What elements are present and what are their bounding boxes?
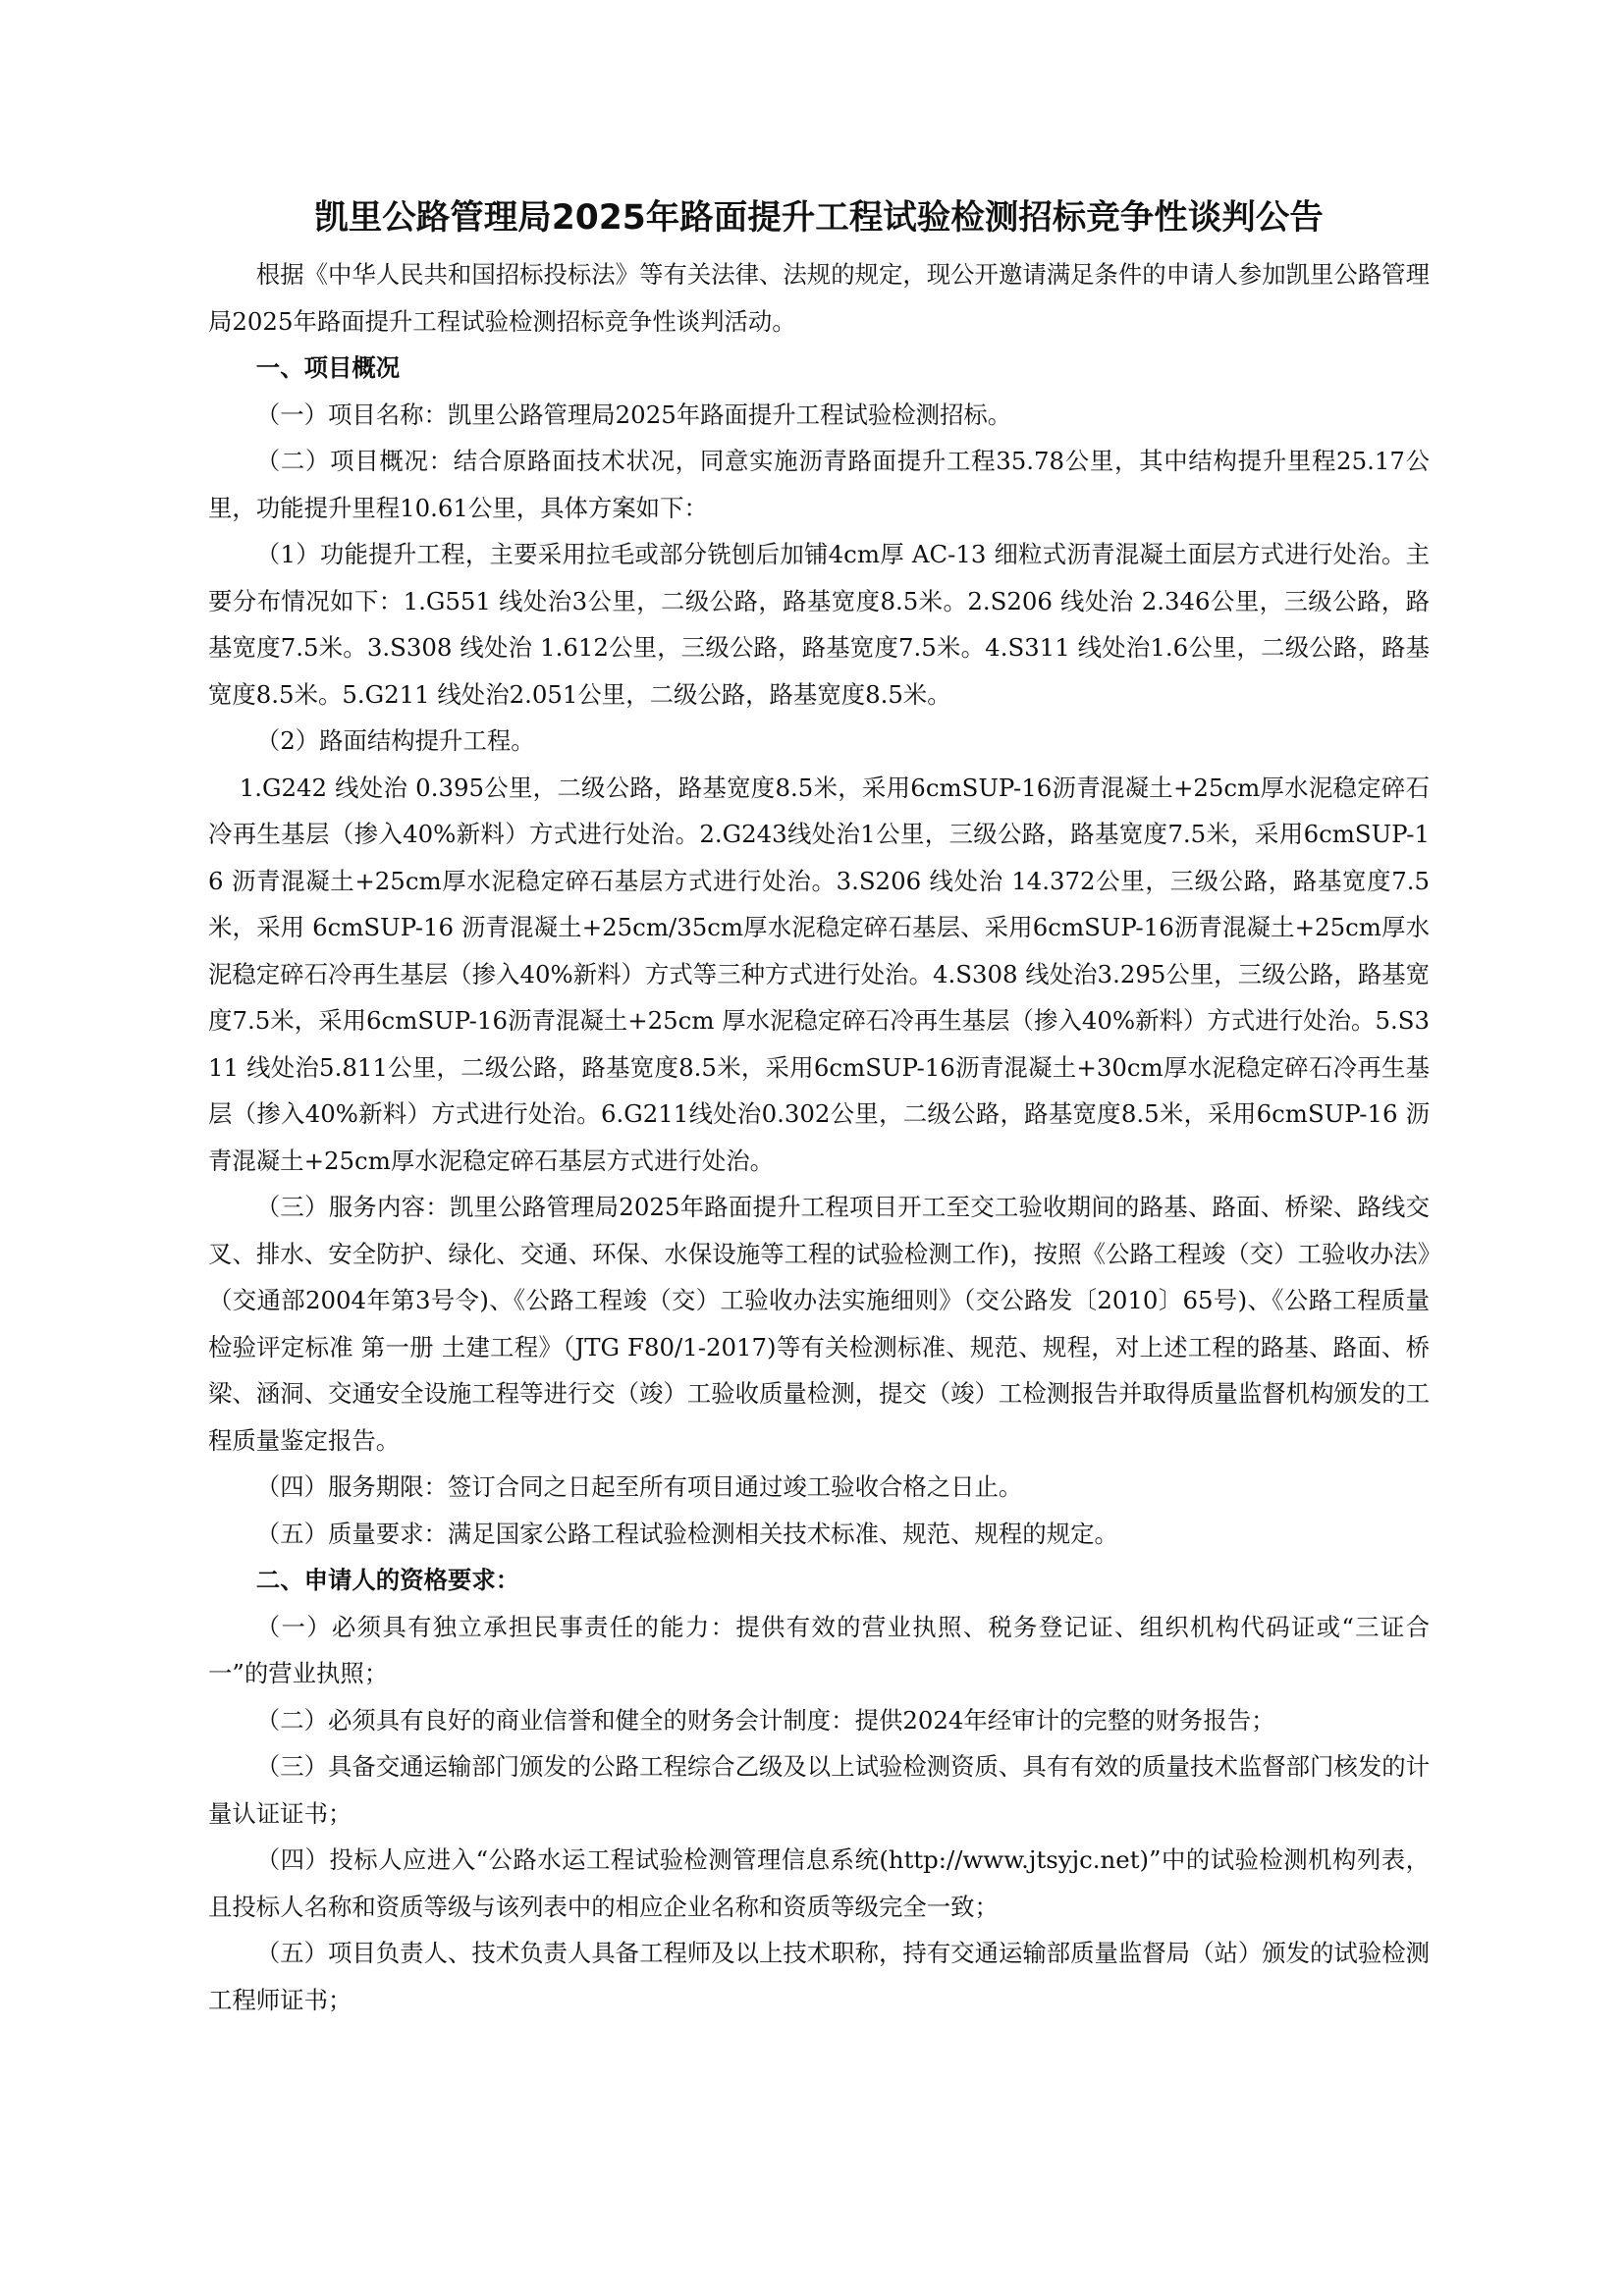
qualification-5-paragraph: （五）项目负责人、技术负责人具备工程师及以上技术职称，持有交通运输部质量监督局（站）颁发的试验检测工程师证书； [208, 1939, 1430, 2014]
structural-improvement-paragraph: 1.G242 线处治 0.395公里，二级公路，路基宽度8.5米，采用6cmSUP-16沥青混凝土+25cm厚水泥稳定碎石冷再生基层（掺入40%新料）方式进行处治。2.G243线处治1公里，三级公路，路基宽度7.5米，采用6cmSUP-16 沥青混凝土+25cm厚水泥稳定碎石基层方式进行处治。3.S206 线处治 14.372公里，三级公路，路基宽度7.5米，采用 6cmSUP-16 沥青混凝土+25cm/35cm厚水泥稳定碎石基层、采用6cmSUP-16沥青混凝土+25cm厚水泥稳定碎石冷再生基层（掺入40%新料）方式等三种方式进行处治。4.S308 线处治3.295公里，三级公路，路基宽度7.5米，采用6cmSUP-16沥青混凝土+25cm 厚水泥稳定碎石冷再生基层（掺入40%新料）方式进行处治。5.S311 线处治5.811公里，二级公路，路基宽度8.5米，采用6cmSUP-16沥青混凝土+30cm厚水泥稳定碎石冷再生基层（掺入40%新料）方式进行处治。6.G211线处治0.302公里，二级公路，路基宽度8.5米，采用6cmSUP-16 沥青混凝土+25cm厚水泥稳定碎石基层方式进行处治。 [208, 773, 1430, 1175]
structural-improvement-heading: （2）路面结构提升工程。 [255, 726, 535, 755]
quality-requirement-paragraph: （五）质量要求：满足国家公路工程试验检测相关技术标准、规范、规程的规定。 [255, 1519, 1118, 1548]
project-name-paragraph: （一）项目名称：凯里公路管理局2025年路面提升工程试验检测招标。 [255, 400, 1012, 429]
section-heading-project-overview: 一、项目概况 [255, 353, 401, 382]
project-overview-paragraph: （二）项目概况：结合原路面技术状况，同意实施沥青路面提升工程35.78公里，其中结构提升里程25.17公里，功能提升里程10.61公里，具体方案如下： [208, 447, 1430, 522]
document-title: 凯里公路管理局2025年路面提升工程试验检测招标竞争性谈判公告 [314, 198, 1324, 238]
document-page [208, 192, 1430, 2023]
qualification-3-paragraph: （三）具备交通运输部门颁发的公路工程综合乙级及以上试验检测资质、具有有效的质量技术监督部门核发的计量认证证书； [208, 1752, 1430, 1828]
qualification-4-paragraph: （四）投标人应进入“公路水运工程试验检测管理信息系统(http://www.jtsyjc.net)”中的试验检测机构列表，且投标人名称和资质等级与该列表中的相应企业名称和资质等级完全一致； [208, 1845, 1430, 1921]
intro-paragraph: 根据《中华人民共和国招标投标法》等有关法律、法规的规定，现公开邀请满足条件的申请人参加凯里公路管理局2025年路面提升工程试验检测招标竞争性谈判活动。 [208, 260, 1430, 336]
qualification-2-paragraph: （二）必须具有良好的商业信誉和健全的财务会计制度：提供2024年经审计的完整的财务报告； [255, 1705, 1275, 1735]
service-period-paragraph: （四）服务期限：签订合同之日起至所有项目通过竣工验收合格之日止。 [255, 1472, 1023, 1501]
section-heading-qualifications: 二、申请人的资格要求： [255, 1566, 520, 1594]
service-content-paragraph: （三）服务内容：凯里公路管理局2025年路面提升工程项目开工至交工验收期间的路基、路面、桥梁、路线交叉、排水、安全防护、绿化、交通、环保、水保设施等工程的试验检测工作)，按照《公路工程竣（交）工验收办法》（交通部2004年第3号令)、《公路工程竣（交）工验收办法实施细则》（交公路发〔2010〕65号)、《公路工程质量检验评定标准 第一册 土建工程》（JTG F80/1-2017)等有关检测标准、规范、规程，对上述工程的路基、路面、桥梁、涵洞、交通安全设施工程等进行交（竣）工验收质量检测，提交（竣）工检测报告并取得质量监督机构颁发的工程质量鉴定报告。 [208, 1193, 1430, 1455]
qualification-1-paragraph: （一）必须具有独立承担民事责任的能力：提供有效的营业执照、税务登记证、组织机构代码证或“三证合一”的营业执照； [208, 1612, 1430, 1687]
functional-improvement-paragraph: （1）功能提升工程，主要采用拉毛或部分铣刨后加铺4cm厚 AC-13 细粒式沥青混凝土面层方式进行处治。主要分布情况如下：1.G551 线处治3公里，二级公路，路基宽度8.5米。2.S206 线处治 2.346公里，三级公路，路基宽度7.5米。3.S308 线处治 1.612公里，三级公路，路基宽度7.5米。4.S311 线处治1.6公里，二级公路，路基宽度8.5米。5.G211 线处治2.051公里，二级公路，路基宽度8.5米。 [208, 540, 1430, 709]
